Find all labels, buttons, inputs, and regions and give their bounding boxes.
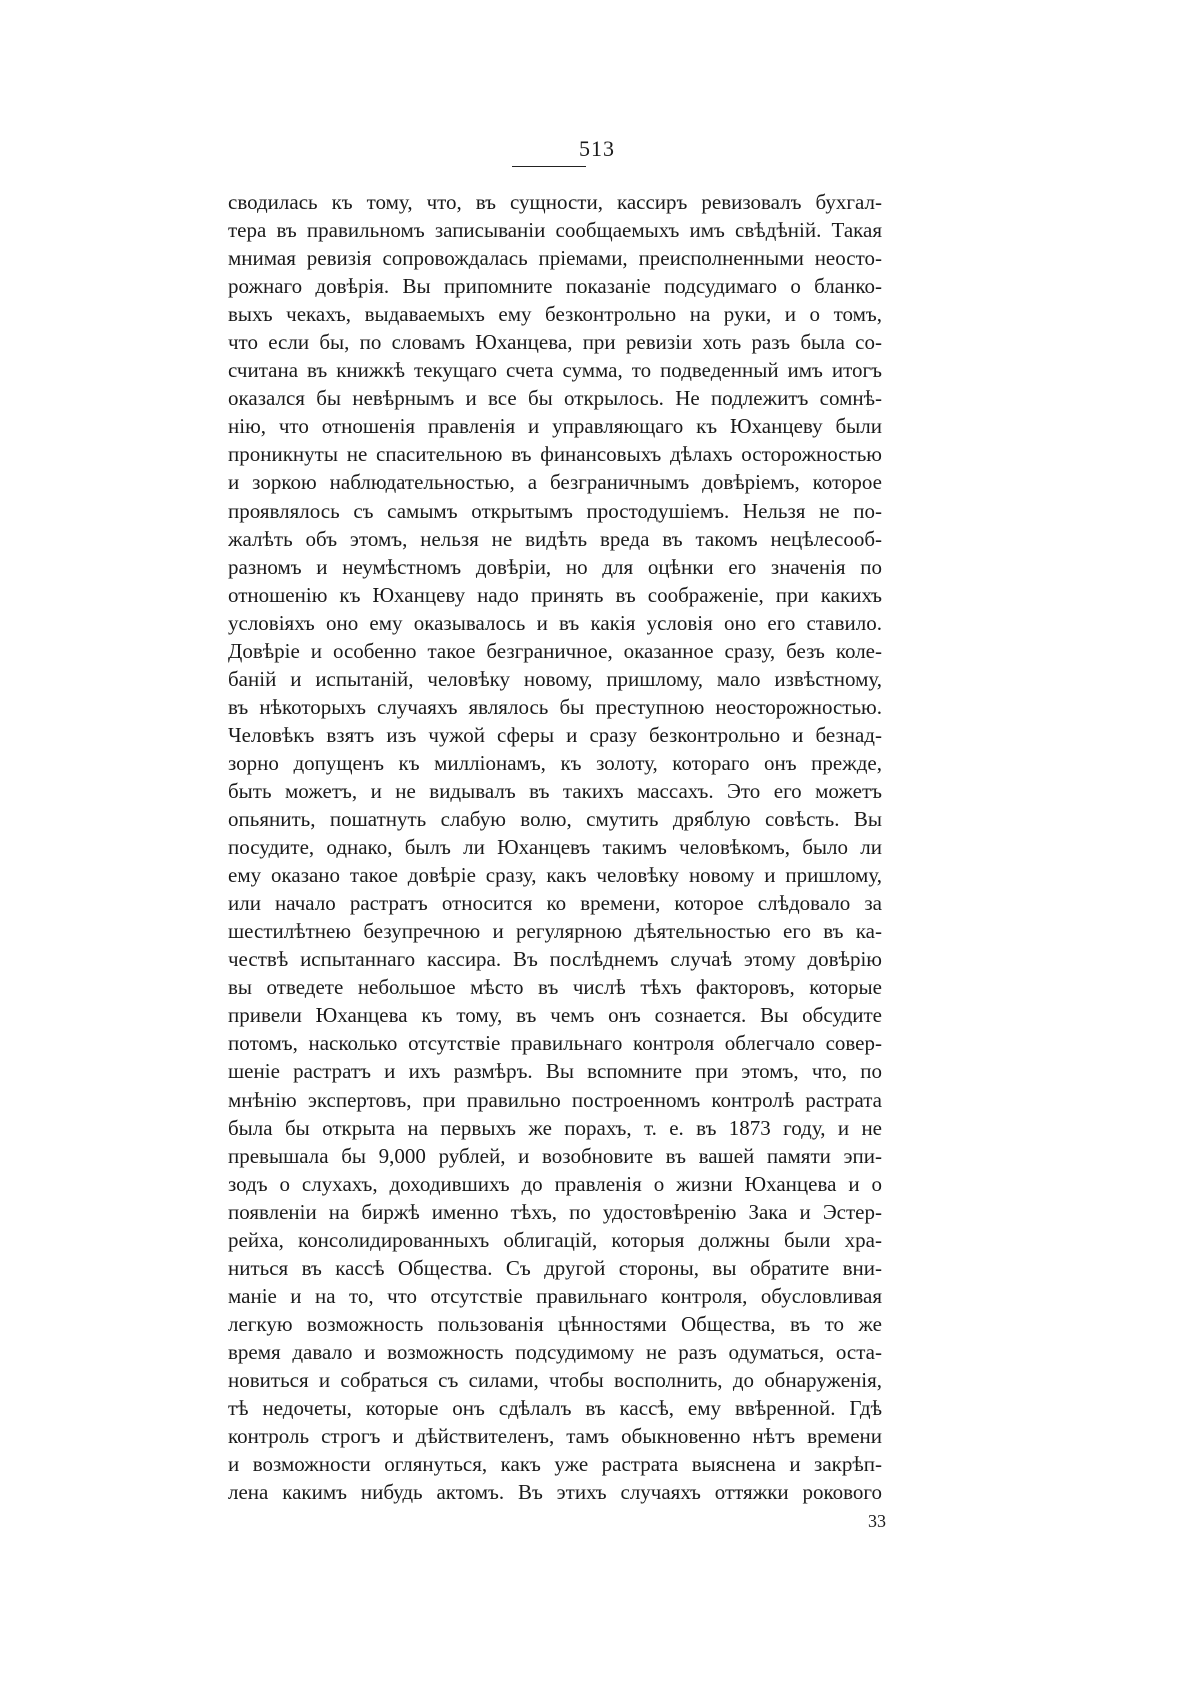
text-line: разномъ и неумѣстномъ довѣріи, но для оцѣнки его значенія по	[228, 554, 882, 579]
text-line: проявлялось съ самымъ открытымъ простодушіемъ. Нельзя не по-	[228, 498, 882, 523]
text-line: считана въ книжкѣ текущаго счета сумма, то подведенный имъ итогъ	[228, 358, 882, 383]
text-line: время давало и возможность подсудимому не разъ одуматься, оста-	[228, 1339, 882, 1364]
text-line: маніе и на то, что отсутствіе правильнаго контроля, обусловливая	[228, 1283, 882, 1308]
body-text	[228, 188, 882, 1506]
text-line: что если бы, по словамъ Юханцева, при ревизіи хоть разъ была со-	[228, 330, 882, 355]
text-line: новиться и собраться съ силами, чтобы восполнить, до обнаруженія,	[228, 1367, 882, 1392]
text-line: появленіи на биржѣ именно тѣхъ, по удостовѣренію Зака и Эстер-	[228, 1199, 882, 1224]
page-number: 513	[579, 136, 615, 161]
text-line: шестилѣтнею безупречною и регулярною дѣятельностью его въ ка-	[228, 919, 882, 944]
text-line: мнимая ревизія сопровождалась пріемами, преисполненными неосто-	[228, 246, 882, 271]
text-line: Человѣкъ взятъ изъ чужой сферы и сразу безконтрольно и безнад-	[228, 722, 882, 747]
text-line: нію, что отношенія правленія и управляющаго къ Юханцеву были	[228, 414, 882, 439]
text-line: шеніе растратъ и ихъ размѣръ. Вы вспомните при этомъ, что, по	[228, 1059, 882, 1084]
text-line: превышала бы 9,000 рублей, и возобновите въ вашей памяти эпи-	[228, 1143, 882, 1168]
text-line: Довѣріе и особенно такое безграничное, оказанное сразу, безъ коле-	[228, 638, 882, 663]
text-line: условіяхъ оно ему оказывалось и въ какія условія оно его ставило.	[228, 610, 882, 635]
text-line: проникнуты не спасительною въ финансовыхъ дѣлахъ осторожностью	[228, 442, 882, 467]
text-line: тера въ правильномъ записываніи сообщаемыхъ имъ свѣдѣній. Такая	[228, 218, 882, 243]
text-line: контроль строгъ и дѣйствителенъ, тамъ обыкновенно нѣтъ времени	[228, 1424, 882, 1449]
text-line: была бы открыта на первыхъ же порахъ, т. е. въ 1873 году, и не	[228, 1115, 882, 1140]
text-line: въ нѣкоторыхъ случаяхъ являлось бы преступною неосторожностью.	[228, 694, 882, 719]
text-line: мнѣнію экспертовъ, при правильно построенномъ контролѣ растрата	[228, 1087, 882, 1112]
text-line: опьянить, пошатнуть слабую волю, смутить дряблую совѣсть. Вы	[228, 807, 882, 832]
text-line: выхъ чекахъ, выдаваемыхъ ему безконтрольно на руки, и о томъ,	[228, 302, 882, 327]
text-line: рожнаго довѣрія. Вы припомните показаніе подсудимаго о бланко-	[228, 274, 882, 299]
page-number-rule	[512, 166, 586, 167]
signature-mark: 33	[868, 1511, 886, 1531]
text-line: быть можетъ, и не видывалъ въ такихъ массахъ. Это его можетъ	[228, 778, 882, 803]
text-line: и возможности оглянуться, какъ уже растрата выяснена и закрѣп-	[228, 1452, 882, 1477]
text-line: зорно допущенъ къ милліонамъ, къ золоту, котораго онъ прежде,	[228, 750, 882, 775]
text-line: посудите, однако, былъ ли Юханцевъ такимъ человѣкомъ, было ли	[228, 835, 882, 860]
text-line: и зоркою наблюдательностью, а безграничнымъ довѣріемъ, которое	[228, 470, 882, 495]
text-line: зодъ о слухахъ, доходившихъ до правленія о жизни Юханцева и о	[228, 1171, 882, 1196]
text-line: лена какимъ нибудь актомъ. Въ этихъ случаяхъ оттяжки рокового	[228, 1480, 882, 1505]
text-line: чествѣ испытаннаго кассира. Въ послѣднемъ случаѣ этому довѣрію	[228, 947, 882, 972]
text-line: ниться въ кассѣ Общества. Съ другой стороны, вы обратите вни-	[228, 1255, 882, 1280]
text-line: сводилась къ тому, что, въ сущности, кассиръ ревизовалъ бухгал-	[228, 190, 882, 214]
text-line: легкую возможность пользованія цѣнностями Общества, въ то же	[228, 1311, 882, 1336]
text-line: жалѣть объ этомъ, нельзя не видѣть вреда въ такомъ нецѣлесооб-	[228, 526, 882, 551]
text-line: привели Юханцева къ тому, въ чемъ онъ сознается. Вы обсудите	[228, 1003, 882, 1028]
text-line: рейха, консолидированныхъ облигацій, которыя должны были хра-	[228, 1227, 882, 1252]
text-line: вы отведете небольшое мѣсто въ числѣ тѣхъ факторовъ, которые	[228, 975, 882, 1000]
text-line: баній и испытаній, человѣку новому, пришлому, мало извѣстному,	[228, 666, 882, 691]
text-line: оказался бы невѣрнымъ и все бы открылось. Не подлежитъ сомнѣ-	[228, 386, 882, 411]
text-line: или начало растратъ относится ко времени, которое слѣдовало за	[228, 891, 882, 916]
text-line: тѣ недочеты, которые онъ сдѣлалъ въ кассѣ, ему ввѣренной. Гдѣ	[228, 1396, 882, 1421]
text-line: ему оказано такое довѣріе сразу, какъ человѣку новому и пришлому,	[228, 863, 882, 888]
text-line: отношенію къ Юханцеву надо принять въ соображеніе, при какихъ	[228, 582, 882, 607]
text-line: потомъ, насколько отсутствіе правильнаго контроля облегчало совер-	[228, 1031, 882, 1056]
